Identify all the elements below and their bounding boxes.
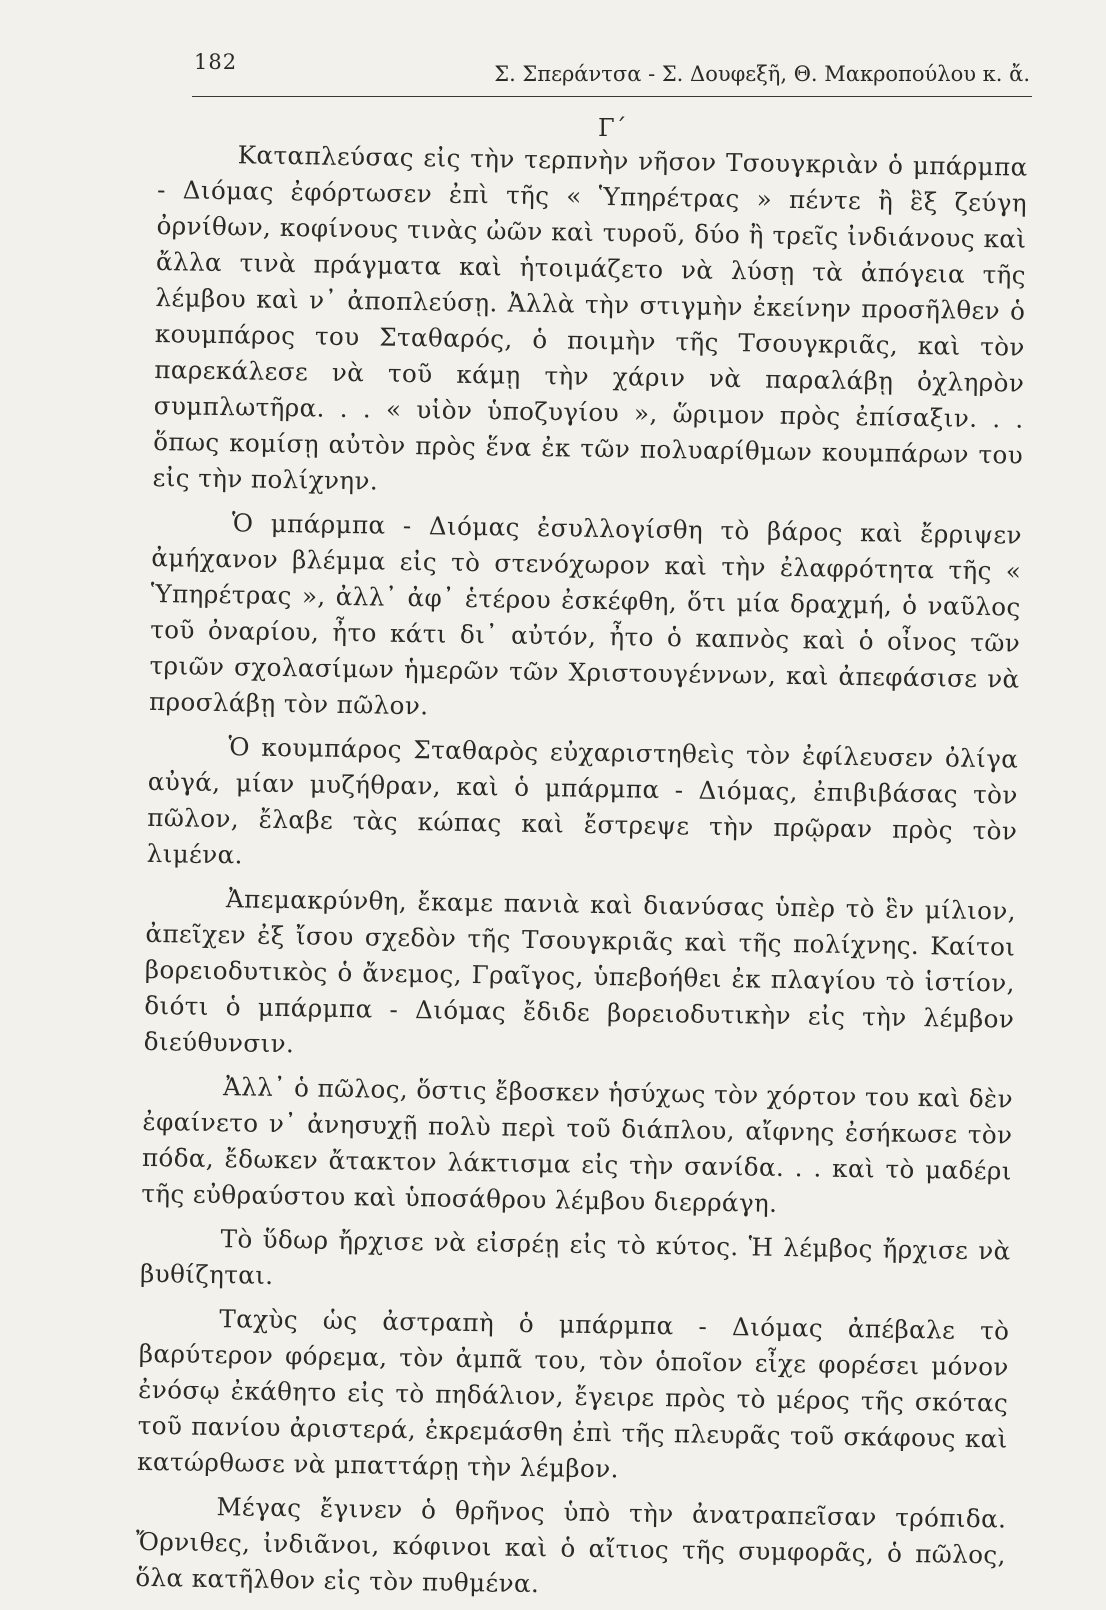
- paragraph: Μέγας ἔγινεν ὁ θρῆνος ὑπὸ τὴν ἀνατραπεῖσαν τρόπιδα. Ὄρνιθες, ἰνδιᾶνοι, κόφινοι καὶ ὁ αἴτιος τῆς συμφορᾶς, ὁ πῶλος, ὅλα κατῆλθον εἰς τὸν πυθμένα.: [135, 1492, 1007, 1599]
- paragraph: Τὸ ὕδωρ ἤρχισε νὰ εἰσρέῃ εἰς τὸ κύτος. Ἡ λέμβος ἤρχισε νὰ βυθίζηται.: [139, 1224, 1011, 1290]
- page-number: 182: [194, 50, 238, 74]
- page-header: [192, 46, 1032, 97]
- paragraph: Ὁ μπάρμπα - Διόμας ἐσυλλογίσθη τὸ βάρος καὶ ἔρριψεν ἀμήχανον βλέμμα εἰς τὸ στενόχωρον καὶ τὴν ἐλαφρότητα τῆς « Ὑπηρέτρας », ἀλλ᾿ ἀφ᾿ ἑτέρου ἐσκέφθη, ὅτι μία δραχμή, ὁ ναῦλος τοῦ ὀναρίου, ἦτο κάτι δι᾿ αὐτόν, ἦτο ὁ καπνὸς καὶ ὁ οἶνος τῶν τριῶν σχολασίμων ἡμερῶν τῶν Χριστουγέννων, καὶ ἀπεφάσισε νὰ προσλάβῃ τὸν πῶλον.: [148, 508, 1023, 721]
- body-text: [135, 136, 1028, 1609]
- running-head: Σ. Σπεράντσα - Σ. Δουφεξῆ, Θ. Μακροπούλου κ. ἄ.: [494, 62, 1030, 86]
- section-heading: Γ΄: [598, 114, 627, 142]
- paragraph: Ἀλλ᾿ ὁ πῶλος, ὅστις ἔβοσκεν ἡσύχως τὸν χόρτον του καὶ δὲν ἐφαίνετο ν᾿ ἀνησυχῇ πολὺ περὶ τοῦ διάπλου, αἴφνης ἐσήκωσε τὸν πόδα, ἔδωκεν ἄτακτον λάκτισμα εἰς τὴν σανίδα. . . καὶ τὸ μαδέρι τῆς εὐθραύστου καὶ ὑποσάθρου λέμβου διερράγη.: [141, 1072, 1014, 1218]
- paragraph: Ὁ κουμπάρος Σταθαρὸς εὐχαριστηθεὶς τὸν ἐφίλευσεν ὀλίγα αὐγά, μίαν μυζήθραν, καὶ ὁ μπάρμπα - Διόμας, ἐπιβιβάσας τὸν πῶλον, ἔλαβε τὰς κώπας καὶ ἔστρεψε τὴν πρῷραν πρὸς τὸν λιμένα.: [146, 732, 1019, 870]
- paragraph: Καταπλεύσας εἰς τὴν τερπνὴν νῆσον Τσουγκριὰν ὁ μπάρμπα - Διόμας ἐφόρτωσεν ἐπὶ τῆς « Ὑπηρέτρας » πέντε ἢ ἓξ ζεύγη ὀρνίθων, κοφίνους τινὰς ὠῶν καὶ τυροῦ, δύο ἢ τρεῖς ἰνδιάνους καὶ ἄλλα τινὰ πράγματα καὶ ἡτοιμάζετο νὰ λύσῃ τὰ ἀπόγεια τῆς λέμβου καὶ ν᾿ ἀποπλεύσῃ. Ἀλλὰ τὴν στιγμὴν ἐκείνην προσῆλθεν ὁ κουμπάρος του Σταθαρός, ὁ ποιμὴν τῆς Τσουγκριᾶς, καὶ τὸν παρεκάλεσε νὰ τοῦ κάμῃ τὴν χάριν νὰ παραλάβῃ ὀχληρὸν συμπλωτῆρα. . . « υἱὸν ὑποζυγίου », ὥριμον πρὸς ἐπίσαξιν. . . ὅπως κομίσῃ αὐτὸν πρὸς ἕνα ἐκ τῶν πολυαρίθμων κουμπάρων του εἰς τὴν πολίχνην.: [152, 140, 1028, 496]
- paragraph: Ταχὺς ὡς ἀστραπὴ ὁ μπάρμπα - Διόμας ἀπέβαλε τὸ βαρύτερον φόρεμα, τὸν ἀμπᾶ του, τὸν ὁποῖον εἶχε φορέσει μόνον ἐνόσῳ ἐκάθητο εἰς τὸ πηδάλιον, ἔγειρε πρὸς τὸ μέρος τῆς σκότας τοῦ πανίου ἀριστερά, ἐκρεμάσθη ἐπὶ τῆς πλευρᾶς τοῦ σκάφους καὶ κατώρθωσε νὰ μπαττάρῃ τὴν λέμβον.: [136, 1304, 1010, 1484]
- paragraph: Ἀπεμακρύνθη, ἔκαμε πανιὰ καὶ διανύσας ὑπὲρ τὸ ἓν μίλιον, ἀπεῖχεν ἐξ ἴσου σχεδὸν τῆς Τσουγκριᾶς καὶ τῆς πολίχνης. Καίτοι βορειοδυτικὸς ὁ ἄνεμος, Γραῖγος, ὑπεβοήθει ἐκ πλαγίου τὸ ἱστίον, διότι ὁ μπάρμπα - Διόμας ἔδιδε βορειοδυτικὴν εἰς τὴν λέμβον διεύθυνσιν.: [143, 884, 1017, 1059]
